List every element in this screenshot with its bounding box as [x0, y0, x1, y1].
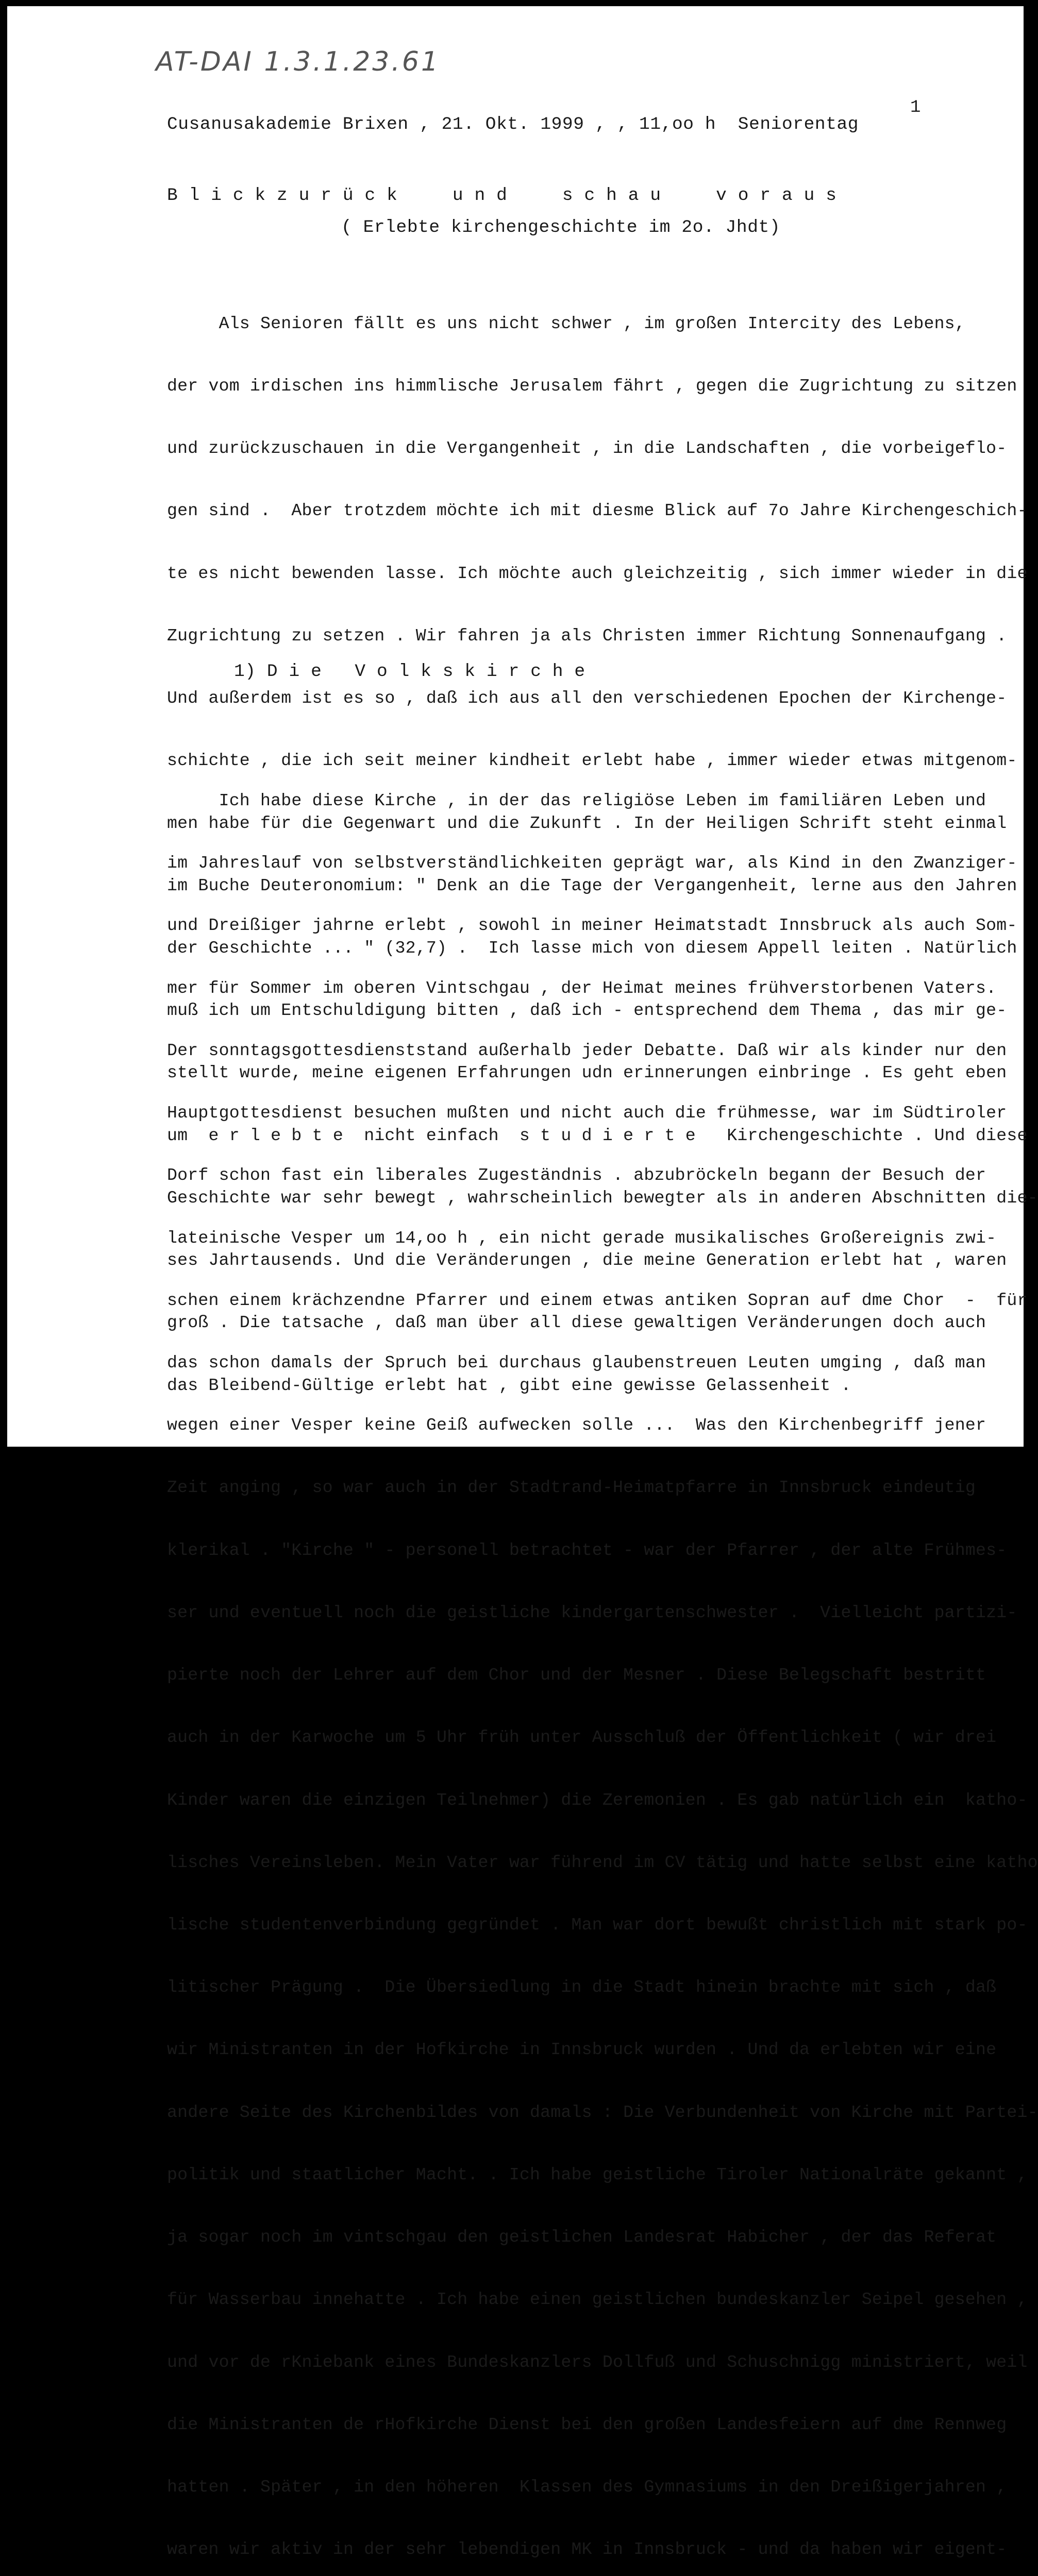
text-line: pierte noch der Lehrer auf dem Chor und der Mesner . Diese Belegschaft bestritt: [167, 1665, 986, 1685]
text-line: und zurückzuschauen in die Vergangenheit , in die Landschaften , die vorbeigeflo-: [167, 438, 1007, 459]
document-page: [7, 6, 1038, 2560]
text-line: und Dreißiger jahrne erlebt , sowohl in meiner Heimatstadt Innsbruck als auch Som-: [167, 916, 1017, 936]
text-line: [167, 728, 1038, 749]
handwritten-archive-signature: AT-DAI 1.3.1.23.61: [156, 46, 441, 77]
document-subtitle: ( Erlebte kirchengeschichte im 2o. Jhdt): [341, 217, 781, 238]
text-line: Hauptgottesdienst besuchen mußten und nicht auch die frühmesse, war im Südtiroler: [167, 1103, 1007, 1123]
text-line: der vom irdischen ins himmlische Jerusalem fährt , gegen die Zugrichtung zu sitzen: [167, 376, 1017, 396]
text-line: hatten . Später , in den höheren Klassen des Gymnasiums in den Dreißigerjahren ,: [167, 2477, 1007, 2497]
text-line: groß . Die tatsache , daß man über all diese gewaltigen Veränderungen doch auch: [167, 1313, 986, 1333]
text-line: lateinische Vesper um 14,oo h , ein nicht gerade musikalisches Großereignis zwi-: [167, 1228, 997, 1248]
text-line: Und außerdem ist es so , daß ich aus all den verschiedenen Epochen der Kirchenge-: [167, 688, 1007, 708]
section-heading: 1) D i e V o l k s k i r c h e: [234, 662, 585, 682]
text-line: für Wasserbau innehatte . Ich habe einen geistlichen bundeskanzler Seipel gesehen ,: [167, 2290, 1028, 2310]
page-number: 1: [910, 98, 921, 117]
text-line: andere Seite des Kirchenbildes von damals : Die Verbundenheit von Kirche mit Partei-: [167, 2102, 1038, 2122]
text-line: Der sonntagsgottesdienststand außerhalb jeder Debatte. Daß wir als kinder nur den: [167, 1040, 1007, 1060]
text-line: gen sind . Aber trotzdem möchte ich mit diesme Blick auf 7o Jahre Kirchengeschich-: [167, 501, 1028, 521]
text-line: wir Ministranten in der Hofkirche in Innsbruck wurden . Und da erlebten wir eine: [167, 2040, 997, 2060]
text-line: Zeit anging , so war auch in der Stadtrand-Heimatpfarre in Innsbruck eindeutig: [167, 1478, 976, 1498]
text-line: Zugrichtung zu setzen . Wir fahren ja als Christen immer Richtung Sonnenaufgang .: [167, 625, 1007, 646]
text-line: men habe für die Gegenwart und die Zukunft . In der Heiligen Schrift steht einmal: [167, 813, 1007, 833]
text-line: und vor de rKniebank eines Bundeskanzlers Dollfuß und Schuschnigg ministriert, weil: [167, 2352, 1028, 2372]
text-line: politik und staatlicher Macht. . Ich habe geistliche Tiroler Nationalräte gekannt ,: [167, 2164, 1028, 2184]
text-line: Geschichte war sehr bewegt , wahrscheinlich bewegter als in anderen Abschnitten die-: [167, 1188, 1038, 1208]
text-line: im Jahreslauf von selbstverständlichkeiten geprägt war, als Kind in den Zwanziger-: [167, 853, 1017, 873]
text-line: klerikal . "Kirche " - personell betrachtet - war der Pfarrer , der alte Frühmes-: [167, 1540, 1007, 1560]
text-line: waren wir aktiv in der sehr lebendigen MK in Innsbruck - und da haben wir eigent-: [167, 2539, 1007, 2560]
text-line: lisches Vereinsleben. Mein Vater war führend im CV tätig und hatte selbst eine katho: [167, 1852, 1038, 1872]
text-line: litischer Prägung . Die Übersiedlung in die Stadt hinein brachte mit sich , daß: [167, 1977, 997, 1997]
text-line: ses Jahrtausends. Und die Veränderungen , die meine Generation erlebt hat , waren: [167, 1250, 1007, 1270]
text-line: schichte , die ich seit meiner kindheit erlebt habe , immer wieder etwas mitgenom-: [167, 751, 1017, 771]
text-line: ser und eventuell noch die geistliche kindergartenschwester . Vielleicht partizi-: [167, 1602, 1017, 1622]
document-title: B l i c k z u r ü c k u n d s c h a u v o r a u s: [167, 185, 837, 206]
text-line: Kinder waren die einzigen Teilnehmer) die Zeremonien . Es gab natürlich ein katho-: [167, 1790, 1028, 1810]
text-line: Ich habe diese Kirche , in der das religiöse Leben im familiären Leben und: [167, 791, 986, 811]
text-line: das schon damals der Spruch bei durchaus glaubenstreuen Leuten umging , daß man: [167, 1353, 986, 1372]
text-line: der Geschichte ... " (32,7) . Ich lasse mich von diesem Appell leiten . Natürlich: [167, 938, 1017, 958]
section-paragraph: [167, 686, 1038, 2576]
text-line: um e r l e b t e nicht einfach s t u d i e r t e Kirchengeschichte . Und diese: [167, 1125, 1028, 1145]
text-line: Als Senioren fällt es uns nicht schwer , im großen Intercity des Lebens,: [167, 313, 965, 333]
event-header: Cusanusakademie Brixen , 21. Okt. 1999 , , 11,oo h Seniorentag: [167, 114, 859, 134]
text-line: ja sogar noch im vintschgau den geistlichen Landesrat Habicher , der das Referat: [167, 2227, 997, 2247]
text-line: die Ministranten de rHofkirche Dienst bei den großen Landesfeiern auf dme Rennweg: [167, 2414, 1007, 2434]
text-line: schen einem krächzendne Pfarrer und einem etwas antiken Sopran auf dme Chor - für: [167, 1290, 1028, 1310]
text-line: im Buche Deuteronomium: " Denk an die Tage der Vergangenheit, lerne aus den Jahren: [167, 875, 1017, 895]
text-line: das Bleibend-Gültige erlebt hat , gibt eine gewisse Gelassenheit .: [167, 1375, 851, 1395]
text-line: lische studentenverbindung gegründet . Man war dort bewußt christlich mit stark po-: [167, 1914, 1028, 1935]
text-line: Dorf schon fast ein liberales Zugeständnis . abzubröckeln begann der Besuch der: [167, 1165, 986, 1185]
text-line: mer für Sommer im oberen Vintschgau , der Heimat meines frühverstorbenen Vaters.: [167, 978, 997, 998]
text-line: muß ich um Entschuldigung bitten , daß ich - entsprechend dem Thema , das mir ge-: [167, 1001, 1007, 1021]
text-line: te es nicht bewenden lasse. Ich möchte auch gleichzeitig , sich immer wieder in die: [167, 563, 1028, 583]
text-line: wegen einer Vesper keine Geiß aufwecken solle ... Was den Kirchenbegriff jener: [167, 1415, 986, 1435]
text-line: auch in der Karwoche um 5 Uhr früh unter Ausschluß der Öffentlichkeit ( wir drei: [167, 1727, 997, 1748]
text-line: stellt wurde, meine eigenen Erfahrungen udn erinnerungen einbringe . Es geht eben: [167, 1063, 1007, 1083]
